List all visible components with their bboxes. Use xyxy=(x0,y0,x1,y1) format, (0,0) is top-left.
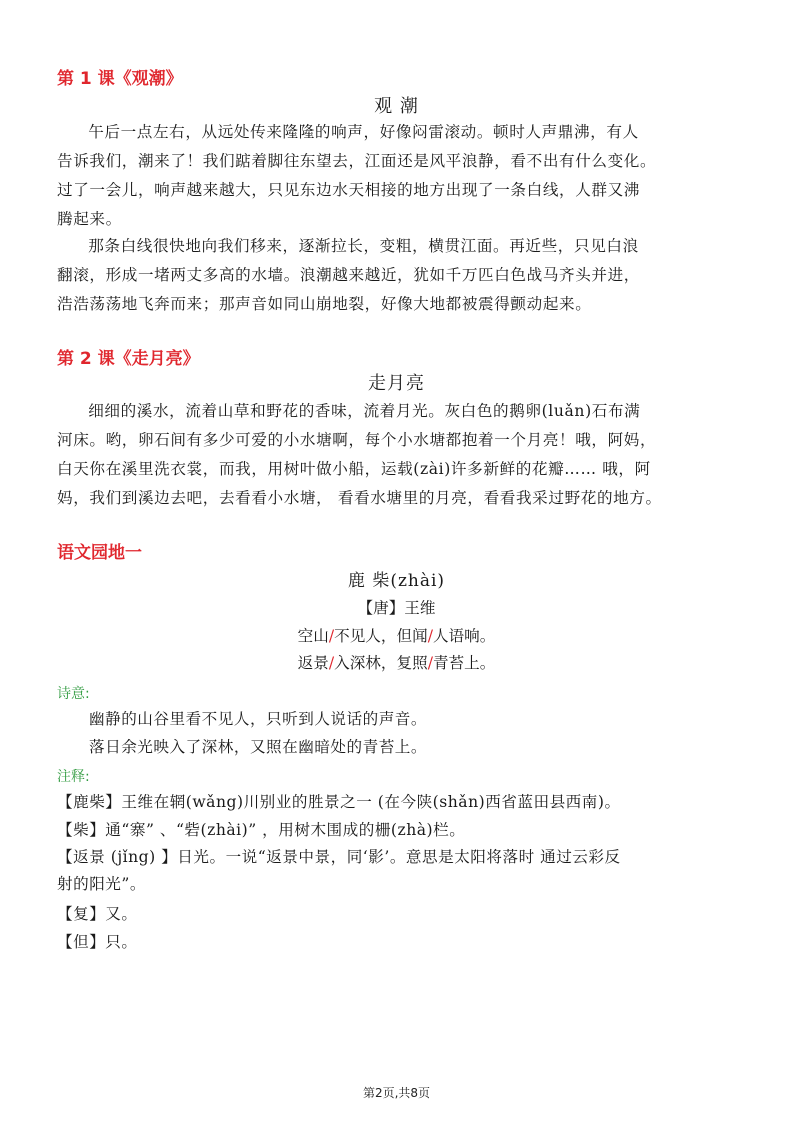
text-line: 那条白线很快地向我们移来，逐渐拉长，变粗，横贯江面。再近些，只见白浪 xyxy=(88,237,639,255)
lesson2-heading: 第 2 课《走月亮》 xyxy=(57,349,200,369)
text-line: 妈，我们到溪边去吧，去看看小水塘， 看看水塘里的月亮，看看我采过野花的地方。 xyxy=(57,489,662,507)
text-line: 午后一点左右，从远处传来隆隆的响声，好像闷雷滚动。顿时人声鼎沸，有人 xyxy=(88,123,639,141)
poem-segment: 返景 xyxy=(297,654,329,672)
poem-segment: 入深林，复照 xyxy=(334,654,428,672)
text-line: 河床。哟，卵石间有多少可爱的小水塘啊，每个小水塘都抱着一个月亮！哦，阿妈， xyxy=(57,431,657,449)
lesson1-paragraph-1 xyxy=(57,118,747,234)
poem-title: 鹿 柴(zhài) xyxy=(347,571,446,591)
pause-mark: / xyxy=(427,654,433,672)
pause-mark: / xyxy=(328,627,335,645)
notes-label: 注释: xyxy=(57,769,90,785)
lesson1-heading: 第 1 课《观潮》 xyxy=(57,69,183,89)
lesson2-paragraph-1 xyxy=(57,397,747,513)
text-line: 过了一会儿，响声越来越大，只见东边水天相接的地方出现了一条白线，人群又沸 xyxy=(57,181,640,199)
lesson1-paragraph-2 xyxy=(57,232,747,319)
poem-author: 【唐】王维 xyxy=(357,599,436,617)
text-line: 白天你在溪里洗衣裳，而我，用树叶做小船，运载(zài)许多新鲜的花瓣…… 哦，阿 xyxy=(57,460,651,478)
poem-line-1 xyxy=(0,624,793,646)
pause-mark: / xyxy=(328,654,335,672)
note-line: 射的阳光”。 xyxy=(57,875,146,893)
page-number: 第2页,共8页 xyxy=(362,1086,431,1100)
text-line: 细细的溪水，流着山草和野花的香味，流着月光。灰白色的鹅卵(luǎn)石布满 xyxy=(88,402,641,420)
meaning-label: 诗意: xyxy=(57,686,90,702)
lesson2-title: 走月亮 xyxy=(368,373,425,394)
note-line: 【返景 (jǐng) 】日光。一说“返景中景，同‘影’。意思是太阳将落时 通过云彩反 xyxy=(57,848,621,866)
pause-mark: / xyxy=(427,627,433,645)
meaning-line: 落日余光映入了深林，又照在幽暗处的青苔上。 xyxy=(89,738,427,756)
text-line: 腾起来。 xyxy=(57,210,122,228)
poem-segment: 不见人，但闻 xyxy=(334,627,428,645)
text-line: 翻滚，形成一堵两丈多高的水墙。浪潮越来越近，犹如千万匹白色战马齐头并进， xyxy=(57,266,640,284)
text-line: 告诉我们，潮来了！我们踮着脚往东望去，江面还是风平浪静，看不出有什么变化。 xyxy=(57,152,657,170)
lesson1-title: 观 潮 xyxy=(374,96,419,117)
poem-line-2 xyxy=(0,651,793,673)
note-line: 【复】又。 xyxy=(57,905,138,923)
meaning-line: 幽静的山谷里看不见人，只听到人说话的声音。 xyxy=(89,710,427,728)
note-line: 【鹿柴】王维在辋(wǎng)川别业的胜景之一 (在今陕(shǎn)西省蓝田县西南)。 xyxy=(57,793,621,811)
poem-segment: 人语响。 xyxy=(432,627,496,645)
note-line: 【柴】通“寨” 、“砦(zhài)” ，用树木围成的栅(zhà)栏。 xyxy=(57,821,466,839)
garden-heading: 语文园地一 xyxy=(57,543,142,563)
poem-segment: 空山 xyxy=(297,627,329,645)
poem-segment: 青苔上。 xyxy=(432,654,496,672)
text-line: 浩浩荡荡地飞奔而来；那声音如同山崩地裂，好像大地都被震得颤动起来。 xyxy=(57,295,592,313)
note-line: 【但】只。 xyxy=(57,933,138,951)
